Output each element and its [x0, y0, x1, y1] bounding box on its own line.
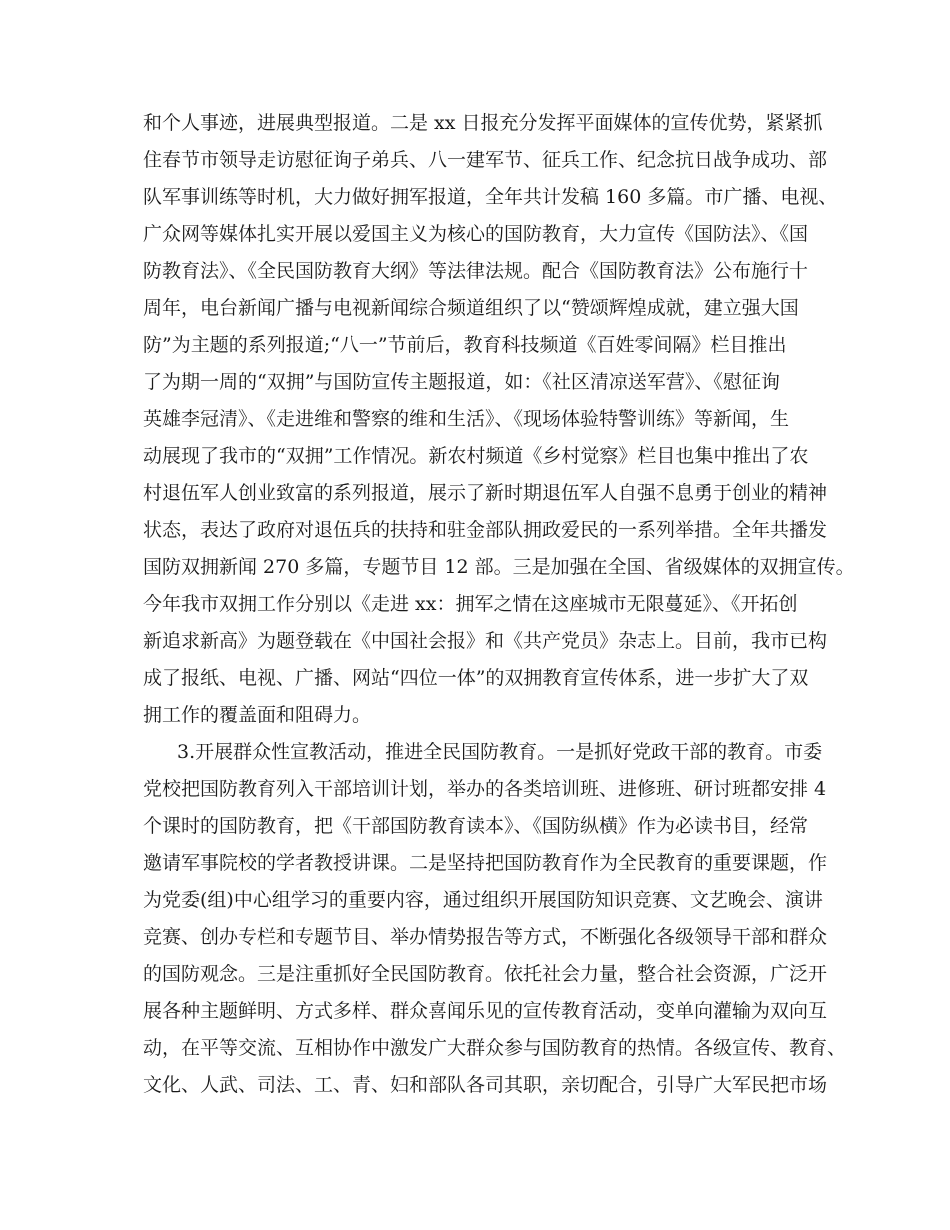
paragraph-line: 队军事训练等时机，大力做好拥军报道，全年共计发稿 160 多篇。市广播、电视、 [143, 186, 838, 208]
paragraph-line: 为党委(组)中心组学习的重要内容，通过组织开展国防知识竞赛、文艺晚会、演讲 [143, 889, 823, 911]
paragraph-line: 周年，电台新闻广播与电视新闻综合频道组织了以“赞颂辉煌成就，建立强大国 [143, 297, 799, 319]
paragraph-line: 状态，表达了政府对退伍兵的扶持和驻金部队拥政爱民的一系列举措。全年共播发 [143, 519, 828, 541]
paragraph-line: 住春节市领导走访慰征询子弟兵、八一建军节、征兵工作、纪念抗日战争成功、部 [143, 149, 828, 171]
paragraph-line: 个课时的国防教育，把《干部国防教育读本》、《国防纵横》作为必读书目，经常 [143, 815, 809, 837]
paragraph-line: 了为期一周的“双拥”与国防宣传主题报道，如：《社区清凉送军营》、《慰征询 [143, 371, 780, 393]
paragraph-line: 英雄李冠清》、《走进维和警察的维和生活》、《现场体验特警训练》等新闻，生 [143, 408, 790, 430]
paragraph-line: 和个人事迹，进展典型报道。二是 xx 日报充分发挥平面媒体的宣传优势，紧紧抓 [143, 112, 823, 134]
paragraph-line: 广众网等媒体扎实开展以爱国主义为核心的国防教育，大力宣传《国防法》、《国 [143, 223, 809, 245]
paragraph-line: 党校把国防教育列入干部培训计划，举办的各类培训班、进修班、研讨班都安排 4 [143, 778, 827, 800]
paragraph-line: 村退伍军人创业致富的系列报道，展示了新时期退伍军人自强不息勇于创业的精神 [143, 482, 828, 504]
paragraph-line: 邀请军事院校的学者教授讲课。二是坚持把国防教育作为全民教育的重要课题，作 [143, 852, 828, 874]
paragraph-line: 3.开展群众性宣教活动，推进全民国防教育。一是抓好党政干部的教育。市委 [177, 741, 823, 763]
paragraph-line: 动展现了我市的“双拥”工作情况。新农村频道《乡村觉察》栏目也集中推出了农 [143, 445, 809, 467]
paragraph-line: 防”为主题的系列报道;“八一”节前后，教育科技频道《百姓零间隔》栏目推出 [143, 334, 787, 356]
paragraph-line: 防教育法》、《全民国防教育大纲》等法律法规。配合《国防教育法》公布施行十 [143, 260, 809, 282]
paragraph-line: 动，在平等交流、互相协作中激发广大群众参与国防教育的热情。各级宣传、教育、 [143, 1037, 847, 1059]
paragraph-line: 成了报纸、电视、广播、网站“四位一体”的双拥教育宣传体系，进一步扩大了双 [143, 667, 809, 689]
paragraph-line: 文化、人武、司法、工、青、妇和部队各司其职，亲切配合，引导广大军民把市场 [143, 1074, 828, 1096]
paragraph-line: 国防双拥新闻 270 多篇，专题节目 12 部。三是加强在全国、省级媒体的双拥宣传。 [143, 556, 855, 578]
paragraph-line: 拥工作的覆盖面和阻碍力。 [143, 704, 372, 726]
paragraph-line: 的国防观念。三是注重抓好全民国防教育。依托社会力量，整合社会资源，广泛开 [143, 963, 828, 985]
paragraph-line: 今年我市双拥工作分别以《走进 xx：拥军之情在这座城市无限蔓延》、《开拓创 [143, 593, 798, 615]
paragraph-line: 竞赛、创办专栏和专题节目、举办情势报告等方式，不断强化各级领导干部和群众 [143, 926, 828, 948]
paragraph-line: 新追求新高》为题登载在《中国社会报》和《共产党员》杂志上。目前，我市已构 [143, 630, 828, 652]
paragraph-line: 展各种主题鲜明、方式多样、群众喜闻乐见的宣传教育活动，变单向灌输为双向互 [143, 1000, 828, 1022]
